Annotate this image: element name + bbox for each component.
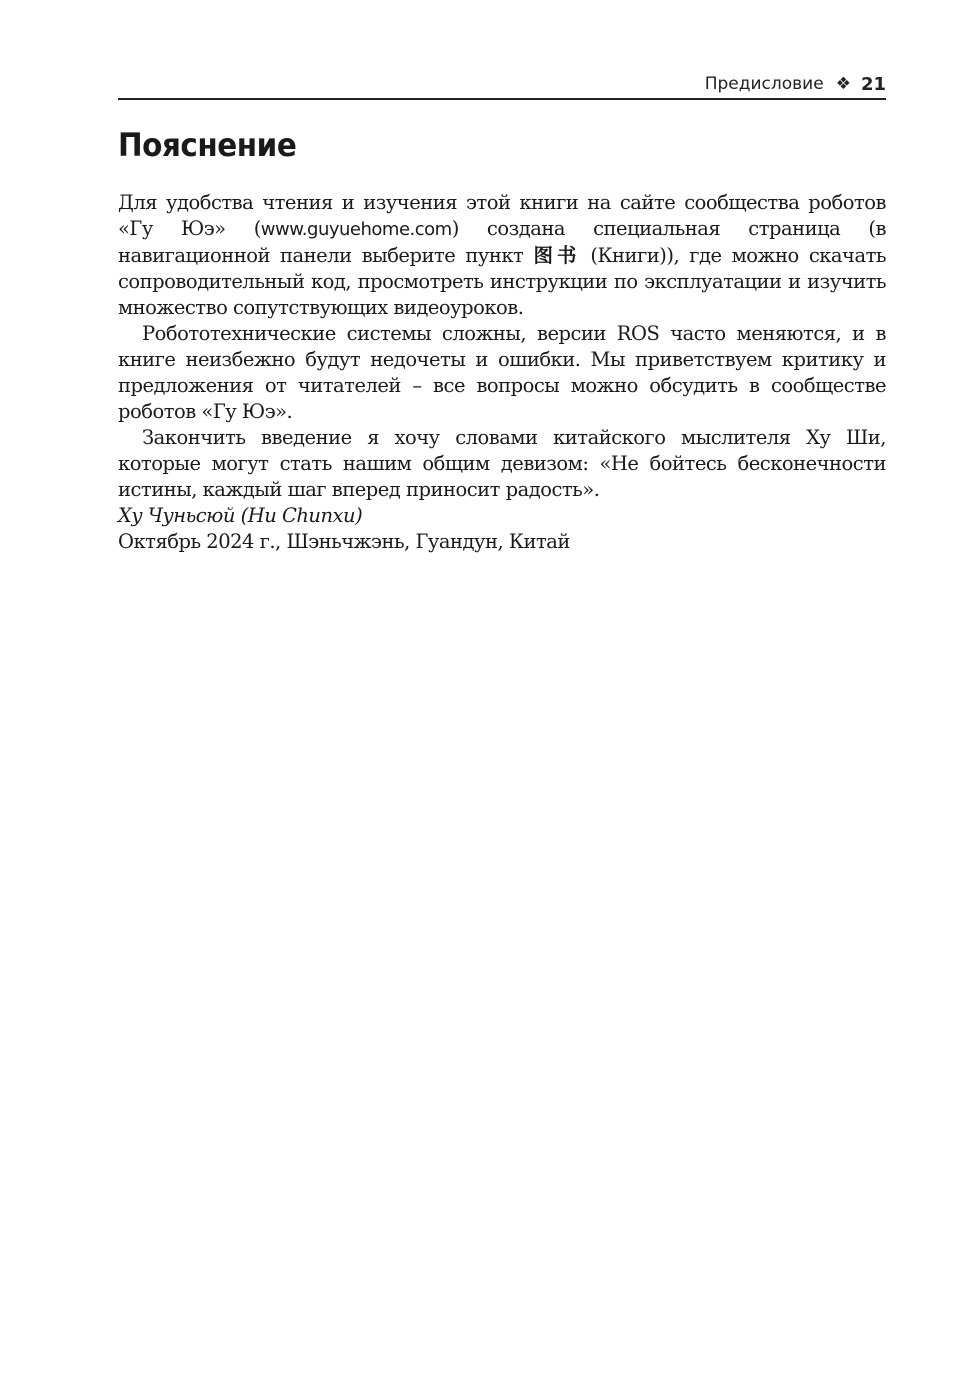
paragraph-1-text-a: Для удобства чтения и изучения этой книги на сайте сообщества роботов «Гу Юэ» ( bbox=[118, 191, 886, 240]
books-menu-item-chinese: 图书 bbox=[533, 244, 581, 267]
ornament-icon: ❖ bbox=[835, 74, 851, 94]
paragraph-3: Закончить введение я хочу словами китайского мыслителя Ху Ши, которые могут стать нашим общим девизом: «Не бойтесь бесконечности истины, каждый шаг вперед приносит радость». bbox=[118, 426, 886, 501]
running-header bbox=[118, 70, 886, 98]
paragraph-2: Робототехнические системы сложны, версии ROS часто меняются, и в книге неизбежно будут недочеты и ошибки. Мы приветствуем критику и предложения от читателей – все вопросы можно обсудить в сообществе роботов «Гу Юэ». bbox=[118, 322, 886, 423]
paragraph-1 bbox=[118, 190, 886, 321]
body-text bbox=[118, 190, 886, 555]
section-title: Предисловие bbox=[704, 74, 824, 94]
dateline: Октябрь 2024 г., Шэньчжэнь, Гуандун, Китай bbox=[118, 530, 570, 553]
paragraph-1-text-c: (Книги)), где можно скачать сопроводительный код, просмотреть инструкции по эксплуатации и изучить множество сопутствующих видеоуроков. bbox=[118, 244, 886, 319]
website-url: www.guyuehome.com bbox=[260, 219, 452, 240]
section-heading: Пояснение bbox=[118, 126, 297, 164]
header-rule bbox=[118, 98, 886, 100]
paragraph-1-text-b: ) создана специальная страница (в навигационной панели выберите пункт bbox=[118, 217, 886, 267]
author-signature: Ху Чуньсюй (Hu Chunxu) bbox=[118, 504, 363, 527]
page-number: 21 bbox=[860, 73, 886, 95]
